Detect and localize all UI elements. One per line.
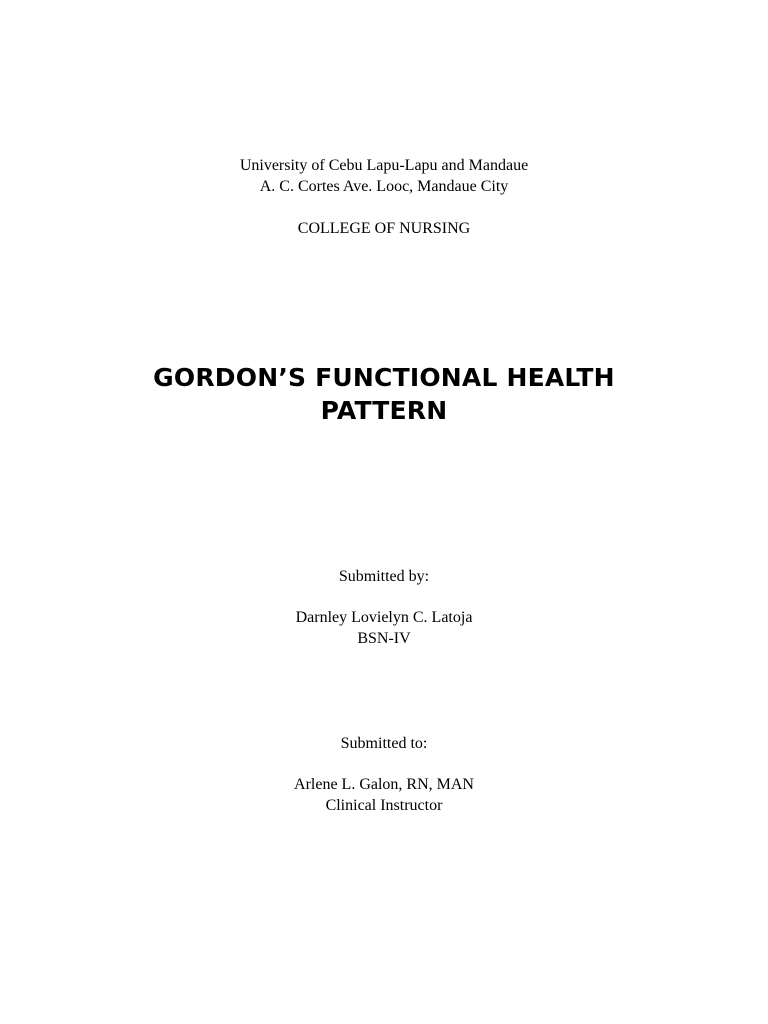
submitted-by-label: Submitted by:: [338, 568, 430, 585]
instructor-name: Arlene L. Galon, RN, MAN: [294, 776, 474, 793]
student-name: Darnley Lovielyn C. Latoja: [295, 609, 473, 626]
submitted-to-label: Submitted to:: [340, 735, 428, 752]
college-name: COLLEGE OF NURSING: [297, 220, 471, 237]
document-title-line-2: PATTERN: [320, 396, 448, 425]
instructor-position: Clinical Instructor: [325, 797, 443, 814]
student-level: BSN-IV: [357, 630, 411, 647]
university-name: University of Cebu Lapu-Lapu and Mandaue: [239, 157, 529, 174]
document-title-line-1: GORDON’S FUNCTIONAL HEALTH: [153, 363, 615, 392]
university-address: A. C. Cortes Ave. Looc, Mandaue City: [259, 178, 509, 195]
